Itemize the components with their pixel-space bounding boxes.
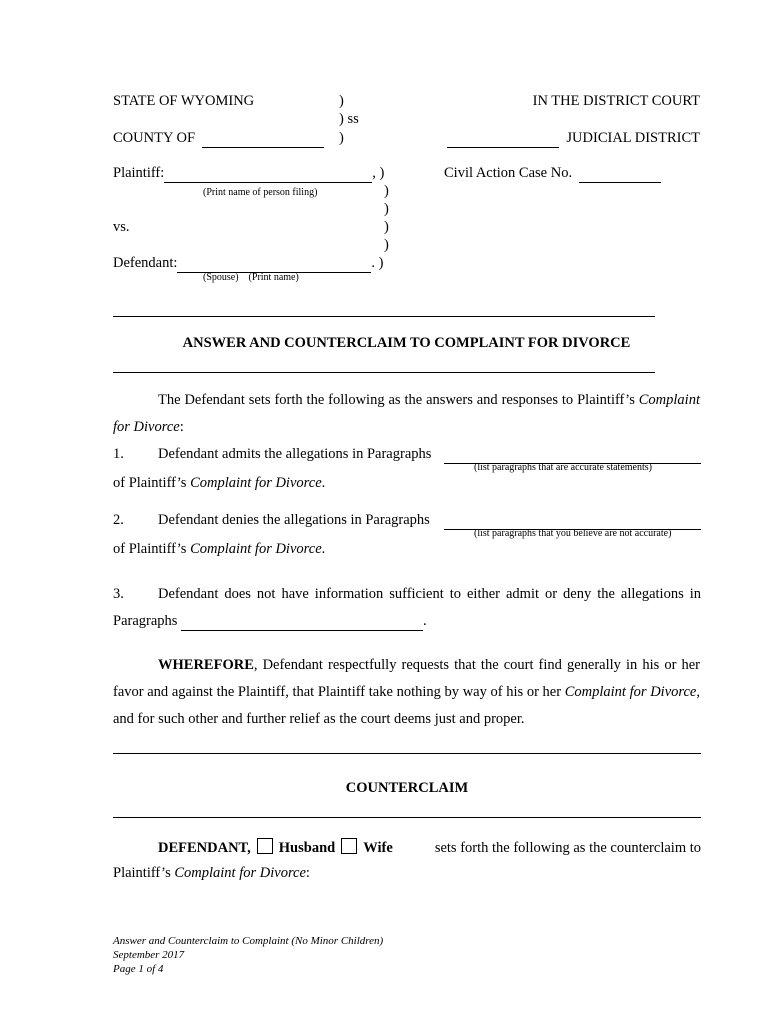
counterclaim-row-1 (158, 838, 701, 857)
district-field[interactable] (447, 130, 559, 148)
counterclaim-complaint: Complaint for Divorce (174, 865, 306, 881)
caption-period-paren: . ) (371, 255, 384, 271)
county-field[interactable] (202, 130, 324, 148)
counterclaim-defendant-label: DEFENDANT, (158, 840, 251, 856)
item-1-number: 1. (113, 446, 124, 462)
intro-text: The Defendant sets forth the following as the answers and responses to Plaintiff’s (158, 392, 635, 408)
defendant-label: Defendant: (113, 255, 178, 271)
caption-paren: ) (339, 93, 344, 109)
counterclaim-text: sets forth the following as the counterclaim to (434, 840, 701, 856)
wherefore-label: WHEREFORE (158, 657, 254, 673)
item-3-number: 3. (113, 586, 124, 602)
wherefore-complaint-b: Divorce (650, 684, 697, 700)
item-1-of-text: of Plaintiff’s (113, 475, 187, 491)
item-1-of-row (113, 475, 325, 492)
wherefore-complaint-a: Complaint for (564, 684, 647, 700)
caption-ss: ) ss (339, 111, 359, 127)
case-no-field[interactable] (579, 165, 661, 183)
item-2-end: . (321, 541, 326, 557)
wife-label: Wife (363, 840, 393, 856)
court-label: IN THE DISTRICT COURT (532, 93, 700, 109)
item-2-number: 2. (113, 512, 124, 528)
county-row (113, 130, 324, 148)
district-label: JUDICIAL DISTRICT (566, 130, 700, 146)
caption-paren: ) (384, 237, 389, 253)
item-3-text: Defendant does not have information sufficient to either admit or deny the allegations in (158, 586, 701, 602)
footer-date: September 2017 (113, 949, 185, 961)
counterclaim-row-2 (113, 865, 310, 882)
wherefore-text-3: , and for such other and further relief as the court deems just and proper. (113, 684, 700, 727)
wherefore-text-2: her favor and against the Plaintiff, that Plaintiff take nothing by way of his or her (113, 657, 700, 700)
defendant-field[interactable] (177, 255, 371, 273)
item-3-row2 (113, 613, 427, 631)
item-1-hint: (list paragraphs that are accurate statements) (474, 462, 652, 473)
vs-label: vs. (113, 219, 130, 235)
caption-paren: ) (384, 219, 389, 235)
counterclaim-colon: : (305, 865, 310, 881)
plaintiff-label: Plaintiff: (113, 165, 165, 181)
item-2-hint: (list paragraphs that you believe are not accurate) (474, 528, 672, 539)
intro-colon: : (179, 419, 184, 435)
title-rule-top (113, 316, 655, 317)
counterclaim-text-2: Plaintiff’s (113, 865, 171, 881)
case-no-label: Civil Action Case No. (444, 165, 573, 181)
caption-comma-paren: , ) (372, 165, 385, 181)
counterclaim-rule-top (113, 753, 701, 754)
item-3-end: . (423, 613, 427, 629)
wherefore-paragraph (113, 652, 700, 733)
item-3-paragraphs-label: Paragraphs (113, 613, 178, 629)
plaintiff-row (113, 165, 384, 183)
item-2-complaint: Complaint for Divorce (190, 541, 322, 557)
item-1-end: . (321, 475, 326, 491)
district-row (447, 130, 700, 148)
wherefore-text-1: , Defendant respectfully requests that the court find generally in his or (253, 657, 677, 673)
case-no-row (444, 165, 661, 183)
wife-checkbox[interactable] (341, 838, 357, 854)
item-1-complaint: Complaint for Divorce (190, 475, 322, 491)
husband-checkbox[interactable] (257, 838, 273, 854)
caption-paren: ) (384, 183, 389, 199)
item-2-text: Defendant denies the allegations in Paragraphs (158, 512, 430, 528)
counterclaim-rule-bottom (113, 817, 701, 818)
county-label: COUNTY OF (113, 130, 196, 146)
defendant-hint: (Spouse) (Print name) (203, 272, 299, 283)
husband-label: Husband (278, 840, 336, 856)
footer-page-number: Page 1 of 4 (113, 963, 164, 975)
footer-form-title: Answer and Counterclaim to Complaint (No Minor Children) (113, 935, 384, 947)
intro-paragraph (113, 387, 700, 441)
caption-paren: ) (339, 130, 344, 146)
document-title: ANSWER AND COUNTERCLAIM TO COMPLAINT FOR DIVORCE (182, 335, 631, 351)
defendant-row (113, 255, 384, 273)
item-3-field[interactable] (181, 613, 423, 631)
title-rule-bottom (113, 372, 655, 373)
plaintiff-hint: (Print name of person filing) (203, 187, 318, 198)
footer (113, 934, 383, 976)
state-label: STATE OF WYOMING (113, 93, 255, 109)
item-2-of-row (113, 541, 325, 558)
item-2-of-text: of Plaintiff’s (113, 541, 187, 557)
plaintiff-field[interactable] (164, 165, 372, 183)
caption-paren: ) (384, 201, 389, 217)
item-1-text: Defendant admits the allegations in Paragraphs (158, 446, 432, 462)
counterclaim-title: COUNTERCLAIM (345, 780, 469, 796)
intro-complaint: Complaint for Divorce (113, 392, 700, 435)
counterclaim-party (158, 838, 393, 857)
